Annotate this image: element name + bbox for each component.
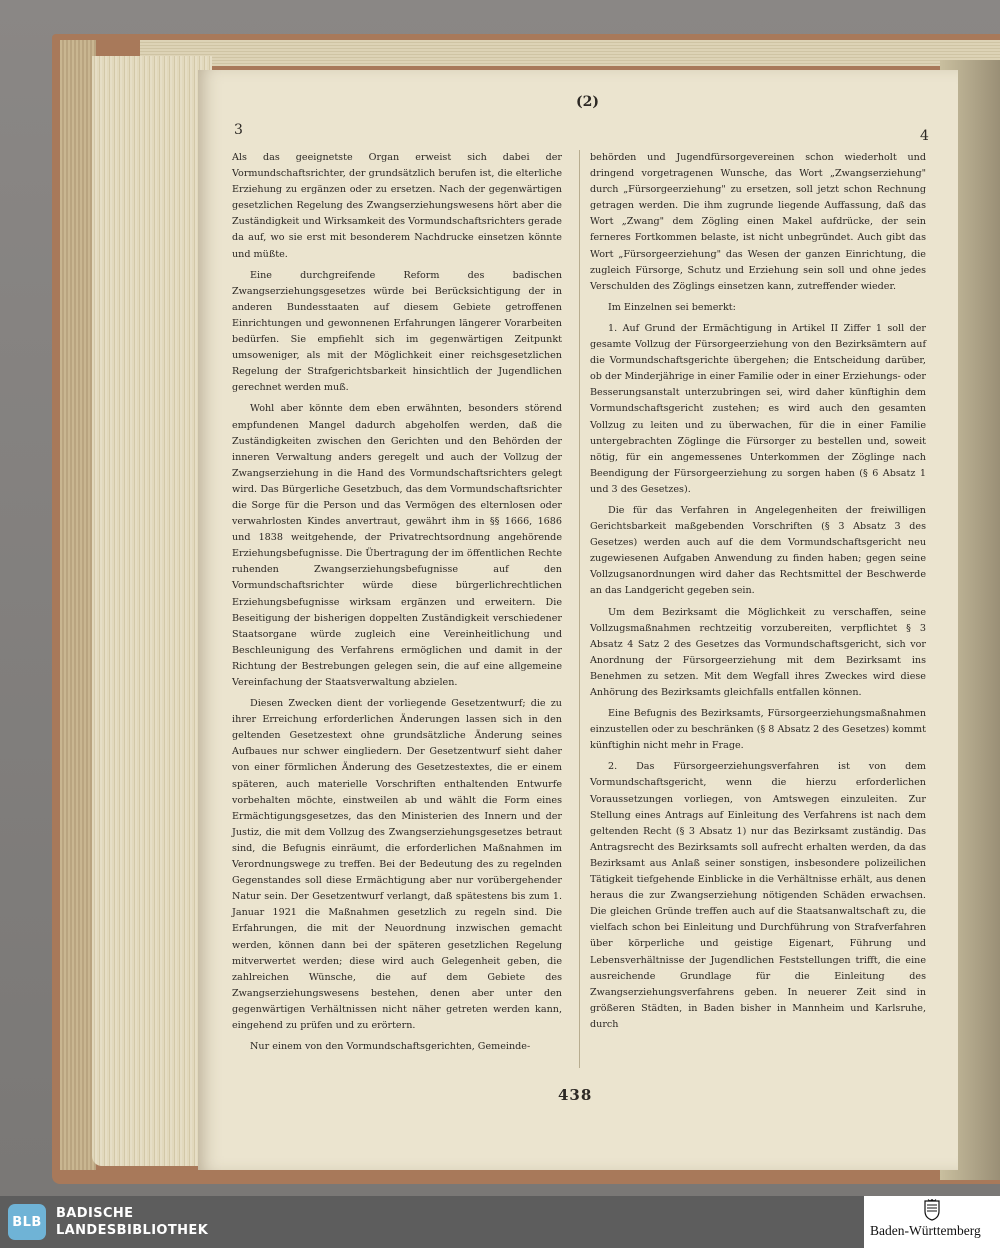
paragraph: 2. Das Fürsorgeerziehungsverfahren ist von dem Vormundschaftsgericht, wenn die hierzu erforderlichen Voraussetzungen vorliegen, von Amtswegen einzuleiten. Zur Stellung eines Antrags auf Einleitung des Verfahrens ist nach dem geltenden Recht (§ 3 Absatz 1) nur das Bezirksamt zuständig. Das Antragsrecht des Bezirksamts soll aufrecht erhalten werden, da das Bezirksamt aus Anlaß seiner sonstigen, insbesondere polizeilichen Tätigkeit tiefgehende Einblicke in die Verhältnisse erhält, aus denen heraus die zur Zwangserziehung nötigenden Schäden erwachsen. Die gleichen Gründe treffen auch auf die Staatsanwaltschaft zu, die vielfach schon bei Einleitung und Durchführung von Strafverfahren über körperliche und geistige Eigenart, Führung und Lebensverhältnisse der Jugendlichen Feststellungen trifft, die eine ausreichende Grundlage für die Einleitung des Zwangserziehungsverfahrens geben. In neuerer Zeit sind in größeren Städten, in Baden bisher in Mannheim und Karlsruhe, durch	[590, 761, 926, 1030]
text-column-left	[232, 150, 562, 1060]
folio-number: 438	[558, 1086, 593, 1104]
page-number-right: 4	[920, 128, 929, 144]
paragraph: Um dem Bezirksamt die Möglichkeit zu verschaffen, seine Vollzugsmaßnahmen rechtzeitig vorzubereiten, verpflichtet § 3 Absatz 4 Satz 2 des Gesetzes das Vormundschaftsgericht, sich vor Anordnung der Fürsorgeerziehung mit dem Bezirksamt ins Benehmen zu setzen. Mit dem Wegfall ihres Zweckes wird diese Anhörung des Bezirksamts gleichfalls entfallen können.	[590, 606, 926, 698]
paragraph: Diesen Zwecken dient der vorliegende Gesetzentwurf; die zu ihrer Erreichung erforderlichen Änderungen lassen sich in den geltenden Gesetzestext ohne grundsätzliche Änderung seines Aufbaues nur schwer eingliedern. Der Gesetzentwurf sieht daher von einer förmlichen Änderung des Gesetzestextes, die er einem späteren, auch materielle Vorschriften enthaltenden Entwurfe vorbehalten möchte, einstweilen ab und wählt die Form eines Ermächtigungsgesetzes, das den Ministerien des Innern und der Justiz, die mit dem Vollzug des Zwangserziehungsgesetzes betraut sind, die Befugnis einräumt, die erforderlichen Maßnahmen im Verordnungswege zu treffen. Bei der Bedeutung des zu regelnden Gegenstandes soll diese Ermächtigung aber nur vorübergehender Natur sein. Der Gesetzentwurf verlangt, daß spätestens bis zum 1. Januar 1921 die Maßnahmen gesetzlich zu regeln sind. Die Erfahrungen, die mit der Neuordnung inzwischen gemacht werden, können dann bei der späteren gesetzlichen Regelung mitverwertet werden; diese wird auch Gelegenheit geben, die zahlreichen Wünsche, die auf dem Gebiete des Zwangserziehungswesens bestehen, denen aber unter den gegenwärtigen Verhältnissen nicht näher getreten werden kann, eingehend zu prüfen und zu erörtern.	[232, 698, 562, 1031]
page-stack-left	[92, 56, 212, 1166]
book-spine-edge	[60, 40, 96, 1170]
document-marker: (2)	[576, 94, 599, 110]
library-footer	[0, 1196, 1000, 1248]
paragraph: Als das geeignetste Organ erweist sich dabei der Vormundschaftsrichter, der grundsätzlich berufen ist, die elterliche Erziehung zu ergänzen oder zu ersetzen. Nach der gegenwärtigen gesetzlichen Regelung des Zwangserziehungswesens hört aber die Zuständigkeit und Wirksamkeit des Vormundschaftsrichters gerade da auf, wo sie erst mit besonderem Nachdrucke einsetzen könnte und müßte.	[232, 152, 562, 260]
text-column-right	[590, 150, 926, 1038]
paragraph: Die für das Verfahren in Angelegenheiten der freiwilligen Gerichtsbarkeit maßgebenden Vorschriften (§ 3 Absatz 3 des Gesetzes) werden auch auf die dem Vormundschaftsgericht neu zugewiesenen Aufgaben Anwendung zu finden haben; gegen seine Vollzugsanordnungen wird daher das Rechtsmittel der Beschwerde an das Landgericht gegeben sein.	[590, 504, 926, 597]
paragraph: Im Einzelnen sei bemerkt:	[608, 301, 736, 313]
column-divider	[579, 150, 580, 1068]
book-page	[198, 70, 958, 1170]
library-name-line2: LANDESBIBLIOTHEK	[56, 1223, 209, 1238]
library-name-line1: BADISCHE	[56, 1206, 134, 1221]
state-name: Baden-Württemberg	[870, 1223, 981, 1238]
state-logo-box[interactable]	[864, 1196, 1000, 1248]
library-name	[56, 1205, 208, 1239]
paragraph: Eine Befugnis des Bezirksamts, Fürsorgeerziehungsmaßnahmen einzustellen oder zu beschränken (§ 8 Absatz 2 des Gesetzes) kommt künftighin nicht mehr in Frage.	[590, 708, 926, 752]
paragraph: Wohl aber könnte dem eben erwähnten, besonders störend empfundenen Mangel dadurch abgeholfen werden, daß die Zuständigkeiten zwischen den Gerichten und den Behörden der inneren Verwaltung anders geregelt und auch der Vollzug der Zwangserziehung in die Hand des Vormundschaftsrichters gelegt wird. Das Bürgerliche Gesetzbuch, das dem Vormundschaftsrichter die Sorge für die Person und das Vermögen des elternlosen oder verwahrlosten Kindes anvertraut, gewährt ihm in §§ 1666, 1686 und 1838 weitgehende, der Privatrechtsordnung angehörende Erziehungsbefugnisse. Die Übertragung der im öffentlichen Rechte ruhenden Zwangserziehungsbefugnisse auf den Vormundschaftsrichter würde diese bürgerlichrechtlichen Erziehungsbefugnisse wirksam ergänzen und erweitern. Die Beseitigung der bisherigen doppelten Zuständigkeit verschiedener Staatsorgane würde zugleich eine Vereinheitlichung und Beschleunigung des Verfahrens ermöglichen und damit in der Richtung der Bestrebungen gelegen sein, die auf eine allgemeine Vereinfachung der Staatsverwaltung abzielen.	[232, 403, 562, 688]
blb-logo[interactable]: BLB	[8, 1204, 46, 1240]
paragraph: 1. Auf Grund der Ermächtigung in Artikel II Ziffer 1 soll der gesamte Vollzug der Fürsorgeerziehung von den Bezirksämtern auf die Vormundschaftsgerichte übergehen; die Entscheidung darüber, ob der Minderjährige in einer Familie oder in einer Erziehungs- oder Besserungsanstalt unterzubringen sei, wird daher künftighin dem Vormundschaftsgericht zustehen; es wird auch den gesamten Vollzug zu leiten und zu überwachen, für die in einer Familie untergebrachten Zöglinge die Fürsorger zu bestellen und, soweit nötig, für ein angemessenes Unterkommen der Zöglinge nach Beendigung der Fürsorgeerziehung zu sorgen haben (§ 6 Absatz 1 und 3 des Gesetzes).	[590, 322, 926, 495]
paragraph: Eine durchgreifende Reform des badischen Zwangserziehungsgesetzes würde bei Berücksichtigung der in anderen Bundesstaaten auf diesem Gebiete getroffenen Einrichtungen und gewonnenen Erfahrungen längerer Vorarbeiten bedürfen. Sie empfiehlt sich im gegenwärtigen Zeitpunkt umsoweniger, als mit der Möglichkeit einer reichsgesetzlichen Regelung der Strafgerichtsbarkeit hinsichtlich der Jugendlichen gerechnet werden muß.	[232, 269, 562, 394]
coat-of-arms-icon	[924, 1199, 940, 1221]
page-stack-top	[140, 40, 1000, 66]
paragraph: Nur einem von den Vormundschaftsgerichten, Gemeinde-	[250, 1041, 531, 1053]
page-number-left: 3	[234, 122, 243, 138]
paragraph: behörden und Jugendfürsorgevereinen schon wiederholt und dringend vorgetragenen Wunsche, das Wort „Zwangserziehung" durch „Fürsorgeerziehung" zu ersetzen, soll jetzt schon Rechnung getragen werden. Die ihm zugrunde liegende Auffassung, daß das Wort „Zwang" dem Zögling einen Makel aufdrücke, der sein ferneres Fortkommen belaste, ist nicht unbegründet. Auch gibt das Wort „Fürsorgeerziehung" das Wesen der ganzen Einrichtung, die zugleich Fürsorge, Schutz und Erziehung sein soll und ohne jedes Verschulden des Zöglings einsetzen kann, zutreffender wieder.	[590, 152, 926, 292]
